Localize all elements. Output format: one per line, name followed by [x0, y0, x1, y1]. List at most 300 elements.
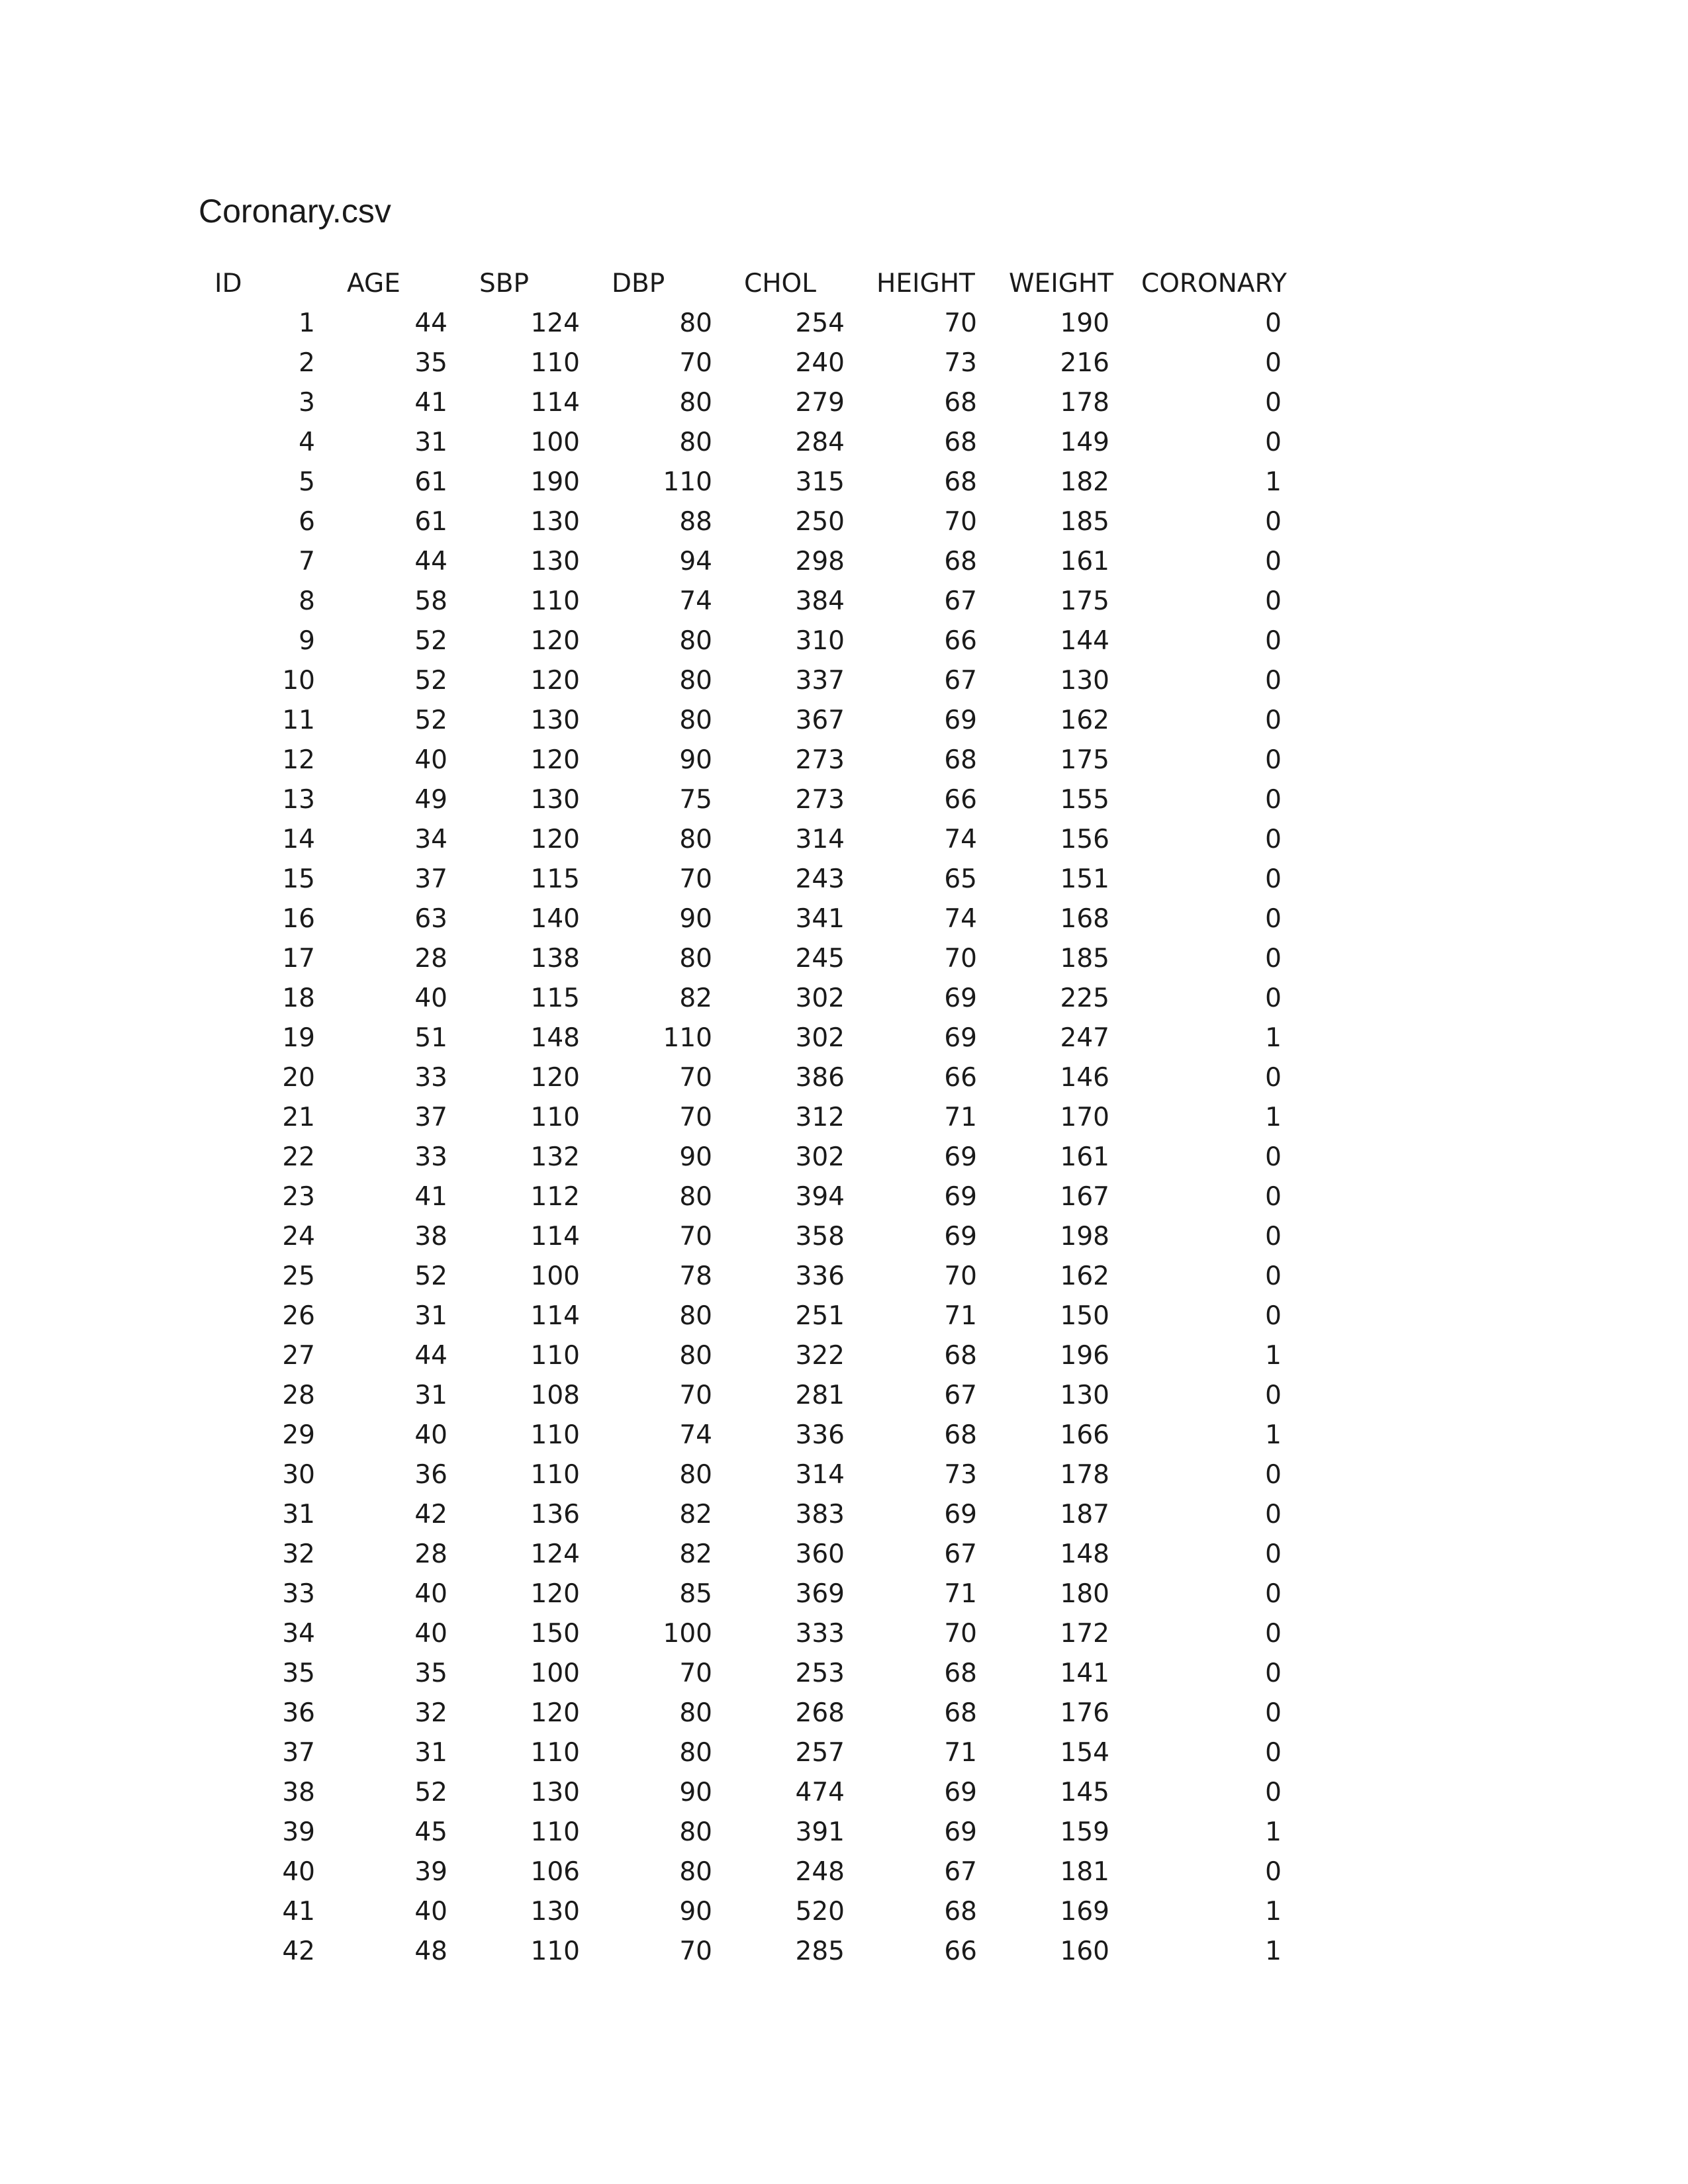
table-cell-chol: 302: [795, 983, 845, 1013]
table-cell-age: 44: [414, 1340, 447, 1371]
table-cell-weight: 185: [1060, 943, 1109, 974]
table-cell-sbp: 140: [530, 903, 580, 934]
table-cell-weight: 170: [1060, 1102, 1109, 1132]
table-cell-dbp: 80: [679, 943, 712, 974]
table-cell-coronary: 0: [1265, 745, 1282, 775]
table-cell-weight: 162: [1060, 1261, 1109, 1291]
table-cell-weight: 198: [1060, 1221, 1109, 1251]
table-cell-chol: 394: [795, 1181, 845, 1212]
data-table: [199, 263, 1297, 1971]
table-cell-coronary: 0: [1265, 1181, 1282, 1212]
table-cell-height: 68: [944, 1896, 977, 1927]
table-cell-sbp: 138: [530, 943, 580, 974]
table-cell-chol: 336: [795, 1261, 845, 1291]
table-cell-height: 69: [944, 1777, 977, 1807]
column-header-chol: CHOL: [744, 268, 816, 298]
table-cell-coronary: 0: [1265, 1658, 1282, 1688]
table-row: [199, 1772, 1297, 1812]
table-cell-coronary: 0: [1265, 1142, 1282, 1172]
table-cell-age: 44: [414, 546, 447, 576]
table-cell-age: 48: [414, 1936, 447, 1966]
table-cell-sbp: 190: [530, 467, 580, 497]
table-cell-height: 68: [944, 1698, 977, 1728]
table-cell-id: 35: [282, 1658, 315, 1688]
table-row: [199, 303, 1297, 343]
table-cell-age: 52: [414, 1261, 447, 1291]
table-cell-sbp: 120: [530, 1578, 580, 1609]
table-cell-chol: 240: [795, 347, 845, 378]
table-cell-dbp: 80: [679, 387, 712, 418]
table-cell-sbp: 114: [530, 387, 580, 418]
table-cell-age: 61: [414, 506, 447, 537]
table-cell-height: 69: [944, 1142, 977, 1172]
table-cell-dbp: 80: [679, 625, 712, 656]
table-row: [199, 1812, 1297, 1852]
table-cell-coronary: 0: [1265, 943, 1282, 974]
table-cell-sbp: 110: [530, 1936, 580, 1966]
table-cell-dbp: 80: [679, 1300, 712, 1331]
table-cell-chol: 358: [795, 1221, 845, 1251]
table-row: [199, 1216, 1297, 1256]
table-cell-chol: 257: [795, 1737, 845, 1768]
table-row: [199, 1693, 1297, 1733]
table-cell-age: 40: [414, 1420, 447, 1450]
table-cell-height: 73: [944, 347, 977, 378]
table-row: [199, 1296, 1297, 1336]
table-cell-coronary: 0: [1265, 1380, 1282, 1410]
table-cell-coronary: 1: [1265, 1420, 1282, 1450]
table-row: [199, 1733, 1297, 1772]
table-cell-weight: 145: [1060, 1777, 1109, 1807]
table-cell-id: 10: [282, 665, 315, 696]
table-cell-id: 42: [282, 1936, 315, 1966]
table-row: [199, 1614, 1297, 1653]
table-cell-coronary: 0: [1265, 824, 1282, 854]
table-cell-sbp: 114: [530, 1300, 580, 1331]
column-header-coronary: CORONARY: [1141, 268, 1288, 298]
table-cell-id: 19: [282, 1023, 315, 1053]
table-cell-height: 66: [944, 1936, 977, 1966]
table-cell-chol: 285: [795, 1936, 845, 1966]
table-cell-weight: 148: [1060, 1539, 1109, 1569]
table-row: [199, 1574, 1297, 1614]
table-cell-dbp: 90: [679, 1777, 712, 1807]
table-cell-weight: 181: [1060, 1856, 1109, 1887]
table-cell-height: 65: [944, 864, 977, 894]
table-cell-sbp: 130: [530, 1777, 580, 1807]
table-cell-coronary: 0: [1265, 1618, 1282, 1649]
table-row: [199, 1256, 1297, 1296]
table-cell-age: 52: [414, 625, 447, 656]
table-cell-age: 49: [414, 784, 447, 815]
table-cell-id: 30: [282, 1459, 315, 1490]
table-cell-sbp: 124: [530, 308, 580, 338]
table-cell-height: 67: [944, 665, 977, 696]
table-cell-dbp: 90: [679, 745, 712, 775]
table-cell-age: 34: [414, 824, 447, 854]
table-row: [199, 978, 1297, 1018]
table-cell-weight: 185: [1060, 506, 1109, 537]
table-cell-coronary: 0: [1265, 625, 1282, 656]
table-cell-age: 52: [414, 1777, 447, 1807]
table-cell-chol: 243: [795, 864, 845, 894]
table-cell-id: 22: [282, 1142, 315, 1172]
table-cell-weight: 175: [1060, 745, 1109, 775]
table-cell-sbp: 110: [530, 1420, 580, 1450]
table-cell-weight: 190: [1060, 308, 1109, 338]
table-cell-sbp: 100: [530, 1261, 580, 1291]
table-cell-age: 40: [414, 1896, 447, 1927]
table-cell-weight: 166: [1060, 1420, 1109, 1450]
table-cell-coronary: 0: [1265, 1499, 1282, 1529]
table-cell-weight: 151: [1060, 864, 1109, 894]
table-cell-dbp: 78: [679, 1261, 712, 1291]
table-row: [199, 422, 1297, 462]
table-cell-weight: 162: [1060, 705, 1109, 735]
table-cell-id: 25: [282, 1261, 315, 1291]
table-cell-coronary: 0: [1265, 983, 1282, 1013]
table-cell-id: 28: [282, 1380, 315, 1410]
table-cell-coronary: 0: [1265, 308, 1282, 338]
table-cell-age: 35: [414, 1658, 447, 1688]
table-row: [199, 1494, 1297, 1534]
table-cell-id: 31: [282, 1499, 315, 1529]
table-cell-id: 29: [282, 1420, 315, 1450]
table-cell-id: 27: [282, 1340, 315, 1371]
table-cell-id: 38: [282, 1777, 315, 1807]
table-cell-height: 69: [944, 1221, 977, 1251]
table-cell-age: 28: [414, 943, 447, 974]
table-cell-dbp: 90: [679, 1896, 712, 1927]
table-cell-age: 41: [414, 1181, 447, 1212]
table-row: [199, 621, 1297, 660]
table-cell-age: 31: [414, 1380, 447, 1410]
table-cell-id: 3: [299, 387, 315, 418]
table-cell-age: 52: [414, 705, 447, 735]
table-body: [199, 303, 1297, 1971]
table-cell-coronary: 0: [1265, 586, 1282, 616]
table-cell-sbp: 150: [530, 1618, 580, 1649]
table-cell-height: 70: [944, 308, 977, 338]
table-cell-id: 4: [299, 427, 315, 457]
table-cell-dbp: 80: [679, 308, 712, 338]
table-cell-weight: 225: [1060, 983, 1109, 1013]
table-cell-height: 73: [944, 1459, 977, 1490]
table-cell-weight: 130: [1060, 1380, 1109, 1410]
table-cell-age: 28: [414, 1539, 447, 1569]
table-cell-dbp: 70: [679, 1221, 712, 1251]
table-cell-coronary: 0: [1265, 1062, 1282, 1093]
column-header-id: ID: [214, 268, 242, 298]
table-cell-chol: 314: [795, 1459, 845, 1490]
table-cell-sbp: 120: [530, 665, 580, 696]
table-cell-chol: 273: [795, 745, 845, 775]
table-cell-age: 32: [414, 1698, 447, 1728]
table-row: [199, 740, 1297, 780]
table-header-row: [199, 263, 1297, 303]
table-row: [199, 660, 1297, 700]
table-cell-sbp: 110: [530, 347, 580, 378]
table-cell-sbp: 110: [530, 586, 580, 616]
table-cell-height: 71: [944, 1102, 977, 1132]
table-cell-coronary: 0: [1265, 784, 1282, 815]
table-cell-coronary: 0: [1265, 1578, 1282, 1609]
table-cell-height: 70: [944, 506, 977, 537]
table-cell-age: 58: [414, 586, 447, 616]
table-cell-height: 74: [944, 903, 977, 934]
table-cell-height: 68: [944, 387, 977, 418]
table-row: [199, 1097, 1297, 1137]
table-cell-weight: 156: [1060, 824, 1109, 854]
table-row: [199, 780, 1297, 819]
table-cell-height: 68: [944, 1658, 977, 1688]
table-cell-sbp: 130: [530, 705, 580, 735]
table-cell-coronary: 0: [1265, 1459, 1282, 1490]
table-cell-height: 71: [944, 1578, 977, 1609]
table-cell-age: 31: [414, 427, 447, 457]
table-cell-id: 7: [299, 546, 315, 576]
table-cell-chol: 336: [795, 1420, 845, 1450]
table-cell-age: 40: [414, 1578, 447, 1609]
table-cell-height: 68: [944, 546, 977, 576]
table-cell-height: 69: [944, 1181, 977, 1212]
table-cell-weight: 161: [1060, 546, 1109, 576]
table-cell-dbp: 80: [679, 1340, 712, 1371]
table-cell-sbp: 100: [530, 427, 580, 457]
table-cell-id: 11: [282, 705, 315, 735]
table-cell-sbp: 132: [530, 1142, 580, 1172]
table-cell-chol: 279: [795, 387, 845, 418]
table-cell-id: 16: [282, 903, 315, 934]
table-cell-weight: 175: [1060, 586, 1109, 616]
table-cell-dbp: 70: [679, 864, 712, 894]
table-cell-weight: 180: [1060, 1578, 1109, 1609]
table-cell-id: 39: [282, 1817, 315, 1847]
table-cell-weight: 154: [1060, 1737, 1109, 1768]
table-row: [199, 1375, 1297, 1415]
table-cell-sbp: 136: [530, 1499, 580, 1529]
table-cell-chol: 315: [795, 467, 845, 497]
table-cell-coronary: 0: [1265, 347, 1282, 378]
table-cell-dbp: 80: [679, 1737, 712, 1768]
table-cell-age: 63: [414, 903, 447, 934]
table-cell-sbp: 115: [530, 864, 580, 894]
table-cell-height: 74: [944, 824, 977, 854]
table-cell-age: 31: [414, 1300, 447, 1331]
table-cell-sbp: 130: [530, 1896, 580, 1927]
table-cell-height: 66: [944, 784, 977, 815]
table-cell-chol: 250: [795, 506, 845, 537]
table-cell-coronary: 0: [1265, 427, 1282, 457]
table-cell-weight: 196: [1060, 1340, 1109, 1371]
table-cell-age: 52: [414, 665, 447, 696]
table-row: [199, 938, 1297, 978]
table-cell-chol: 281: [795, 1380, 845, 1410]
table-cell-age: 40: [414, 983, 447, 1013]
table-cell-weight: 155: [1060, 784, 1109, 815]
table-cell-sbp: 130: [530, 546, 580, 576]
table-cell-sbp: 110: [530, 1340, 580, 1371]
table-cell-dbp: 82: [679, 983, 712, 1013]
table-cell-weight: 167: [1060, 1181, 1109, 1212]
table-cell-id: 20: [282, 1062, 315, 1093]
table-cell-coronary: 1: [1265, 1936, 1282, 1966]
table-cell-weight: 168: [1060, 903, 1109, 934]
table-row: [199, 899, 1297, 938]
table-cell-weight: 178: [1060, 1459, 1109, 1490]
table-cell-id: 24: [282, 1221, 315, 1251]
table-cell-id: 23: [282, 1181, 315, 1212]
table-cell-dbp: 90: [679, 903, 712, 934]
table-cell-weight: 141: [1060, 1658, 1109, 1688]
table-cell-dbp: 80: [679, 1856, 712, 1887]
table-cell-height: 68: [944, 1340, 977, 1371]
table-cell-chol: 341: [795, 903, 845, 934]
table-cell-dbp: 82: [679, 1539, 712, 1569]
table-cell-weight: 216: [1060, 347, 1109, 378]
table-cell-age: 33: [414, 1142, 447, 1172]
table-cell-dbp: 80: [679, 1817, 712, 1847]
table-cell-sbp: 110: [530, 1737, 580, 1768]
table-row: [199, 383, 1297, 422]
column-header-sbp: SBP: [479, 268, 530, 298]
column-header-dbp: DBP: [612, 268, 665, 298]
table-cell-height: 66: [944, 625, 977, 656]
table-cell-id: 1: [299, 308, 315, 338]
table-cell-age: 33: [414, 1062, 447, 1093]
table-cell-weight: 182: [1060, 467, 1109, 497]
table-cell-sbp: 115: [530, 983, 580, 1013]
table-cell-height: 69: [944, 1817, 977, 1847]
table-cell-height: 71: [944, 1737, 977, 1768]
table-row: [199, 819, 1297, 859]
table-cell-chol: 314: [795, 824, 845, 854]
table-cell-dbp: 74: [679, 586, 712, 616]
table-cell-age: 40: [414, 745, 447, 775]
table-cell-age: 51: [414, 1023, 447, 1053]
table-cell-sbp: 124: [530, 1539, 580, 1569]
table-cell-id: 41: [282, 1896, 315, 1927]
table-row: [199, 1455, 1297, 1494]
table-cell-id: 12: [282, 745, 315, 775]
table-cell-chol: 310: [795, 625, 845, 656]
table-cell-weight: 178: [1060, 387, 1109, 418]
table-cell-chol: 273: [795, 784, 845, 815]
table-cell-coronary: 0: [1265, 1856, 1282, 1887]
table-cell-id: 37: [282, 1737, 315, 1768]
table-cell-dbp: 70: [679, 1380, 712, 1410]
table-cell-height: 66: [944, 1062, 977, 1093]
table-cell-weight: 161: [1060, 1142, 1109, 1172]
table-cell-age: 41: [414, 387, 447, 418]
table-cell-coronary: 1: [1265, 467, 1282, 497]
table-cell-dbp: 80: [679, 1459, 712, 1490]
table-cell-coronary: 1: [1265, 1102, 1282, 1132]
table-row: [199, 343, 1297, 383]
table-cell-chol: 284: [795, 427, 845, 457]
table-cell-chol: 248: [795, 1856, 845, 1887]
table-cell-chol: 367: [795, 705, 845, 735]
table-cell-dbp: 94: [679, 546, 712, 576]
table-cell-id: 5: [299, 467, 315, 497]
table-cell-chol: 251: [795, 1300, 845, 1331]
table-cell-sbp: 110: [530, 1102, 580, 1132]
table-row: [199, 1931, 1297, 1971]
column-header-height: HEIGHT: [876, 268, 975, 298]
table-row: [199, 1852, 1297, 1891]
table-cell-height: 67: [944, 1380, 977, 1410]
table-cell-chol: 520: [795, 1896, 845, 1927]
table-cell-dbp: 100: [663, 1618, 712, 1649]
table-row: [199, 1058, 1297, 1097]
table-cell-sbp: 110: [530, 1459, 580, 1490]
table-row: [199, 859, 1297, 899]
table-row: [199, 700, 1297, 740]
table-cell-sbp: 100: [530, 1658, 580, 1688]
table-row: [199, 1018, 1297, 1058]
table-cell-coronary: 0: [1265, 506, 1282, 537]
table-cell-weight: 176: [1060, 1698, 1109, 1728]
table-cell-id: 33: [282, 1578, 315, 1609]
table-cell-chol: 302: [795, 1142, 845, 1172]
table-cell-age: 61: [414, 467, 447, 497]
table-cell-height: 67: [944, 1856, 977, 1887]
table-cell-sbp: 120: [530, 625, 580, 656]
table-cell-sbp: 148: [530, 1023, 580, 1053]
table-cell-chol: 302: [795, 1023, 845, 1053]
table-cell-coronary: 0: [1265, 1737, 1282, 1768]
column-header-weight: WEIGHT: [1009, 268, 1114, 298]
table-cell-sbp: 114: [530, 1221, 580, 1251]
table-cell-weight: 144: [1060, 625, 1109, 656]
table-cell-dbp: 110: [663, 1023, 712, 1053]
table-cell-id: 34: [282, 1618, 315, 1649]
table-cell-chol: 268: [795, 1698, 845, 1728]
table-cell-dbp: 80: [679, 705, 712, 735]
document-title: Coronary.csv: [199, 193, 391, 230]
table-row: [199, 541, 1297, 581]
table-cell-sbp: 108: [530, 1380, 580, 1410]
table-row: [199, 1336, 1297, 1375]
table-cell-id: 2: [299, 347, 315, 378]
table-cell-coronary: 0: [1265, 1777, 1282, 1807]
table-cell-height: 68: [944, 467, 977, 497]
table-cell-chol: 333: [795, 1618, 845, 1649]
table-cell-height: 68: [944, 427, 977, 457]
table-cell-sbp: 130: [530, 506, 580, 537]
table-cell-weight: 150: [1060, 1300, 1109, 1331]
table-cell-dbp: 110: [663, 467, 712, 497]
table-cell-sbp: 112: [530, 1181, 580, 1212]
table-cell-dbp: 70: [679, 347, 712, 378]
table-row: [199, 1137, 1297, 1177]
table-cell-coronary: 0: [1265, 1261, 1282, 1291]
table-cell-id: 6: [299, 506, 315, 537]
table-cell-height: 67: [944, 1539, 977, 1569]
table-cell-dbp: 85: [679, 1578, 712, 1609]
table-cell-sbp: 120: [530, 745, 580, 775]
table-cell-chol: 254: [795, 308, 845, 338]
table-cell-chol: 383: [795, 1499, 845, 1529]
table-cell-coronary: 0: [1265, 705, 1282, 735]
table-cell-dbp: 88: [679, 506, 712, 537]
table-row: [199, 1891, 1297, 1931]
table-cell-height: 70: [944, 1618, 977, 1649]
table-cell-id: 14: [282, 824, 315, 854]
table-cell-sbp: 120: [530, 1698, 580, 1728]
table-cell-age: 31: [414, 1737, 447, 1768]
table-cell-id: 32: [282, 1539, 315, 1569]
